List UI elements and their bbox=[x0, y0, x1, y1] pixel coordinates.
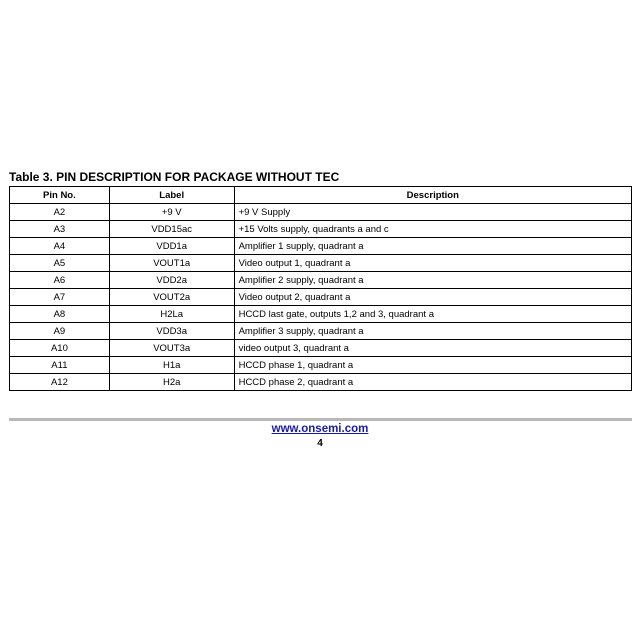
table-row bbox=[10, 255, 632, 272]
pin-no-cell: A9 bbox=[10, 323, 110, 340]
table-row bbox=[10, 289, 632, 306]
label-cell: +9 V bbox=[109, 204, 234, 221]
description-cell: +9 V Supply bbox=[234, 204, 631, 221]
label-cell: H2La bbox=[109, 306, 234, 323]
table-row bbox=[10, 306, 632, 323]
table-header-row bbox=[10, 187, 632, 204]
description-cell: video output 3, quadrant a bbox=[234, 340, 631, 357]
description-cell: Amplifier 3 supply, quadrant a bbox=[234, 323, 631, 340]
pin-description-table bbox=[9, 186, 632, 391]
pin-no-cell: A2 bbox=[10, 204, 110, 221]
label-cell: H2a bbox=[109, 374, 234, 391]
column-header-description: Description bbox=[234, 187, 631, 204]
description-cell: HCCD phase 1, quadrant a bbox=[234, 357, 631, 374]
label-cell: VDD2a bbox=[109, 272, 234, 289]
table-title: Table 3. PIN DESCRIPTION FOR PACKAGE WITHOUT TEC bbox=[9, 170, 340, 184]
page-number: 4 bbox=[317, 438, 323, 449]
table-row bbox=[10, 272, 632, 289]
table-row bbox=[10, 374, 632, 391]
label-cell: VOUT1a bbox=[109, 255, 234, 272]
pin-no-cell: A10 bbox=[10, 340, 110, 357]
table-row bbox=[10, 357, 632, 374]
table-row bbox=[10, 340, 632, 357]
description-cell: HCCD phase 2, quadrant a bbox=[234, 374, 631, 391]
label-cell: VOUT2a bbox=[109, 289, 234, 306]
label-cell: VDD15ac bbox=[109, 221, 234, 238]
column-header-pin-no: Pin No. bbox=[10, 187, 110, 204]
pin-no-cell: A8 bbox=[10, 306, 110, 323]
column-header-label: Label bbox=[109, 187, 234, 204]
label-cell: H1a bbox=[109, 357, 234, 374]
description-cell: +15 Volts supply, quadrants a and c bbox=[234, 221, 631, 238]
pin-no-cell: A4 bbox=[10, 238, 110, 255]
website-link[interactable]: www.onsemi.com bbox=[271, 423, 369, 435]
pin-no-cell: A5 bbox=[10, 255, 110, 272]
description-cell: Amplifier 2 supply, quadrant a bbox=[234, 272, 631, 289]
label-cell: VOUT3a bbox=[109, 340, 234, 357]
pin-no-cell: A12 bbox=[10, 374, 110, 391]
label-cell: VDD3a bbox=[109, 323, 234, 340]
pin-no-cell: A7 bbox=[10, 289, 110, 306]
description-cell: Video output 2, quadrant a bbox=[234, 289, 631, 306]
description-cell: HCCD last gate, outputs 1,2 and 3, quadrant a bbox=[234, 306, 631, 323]
table-row bbox=[10, 204, 632, 221]
table-row bbox=[10, 238, 632, 255]
pin-no-cell: A6 bbox=[10, 272, 110, 289]
table-row bbox=[10, 221, 632, 238]
pin-no-cell: A3 bbox=[10, 221, 110, 238]
footer-divider bbox=[9, 418, 632, 421]
label-cell: VDD1a bbox=[109, 238, 234, 255]
description-cell: Video output 1, quadrant a bbox=[234, 255, 631, 272]
table-row bbox=[10, 323, 632, 340]
description-cell: Amplifier 1 supply, quadrant a bbox=[234, 238, 631, 255]
pin-no-cell: A11 bbox=[10, 357, 110, 374]
